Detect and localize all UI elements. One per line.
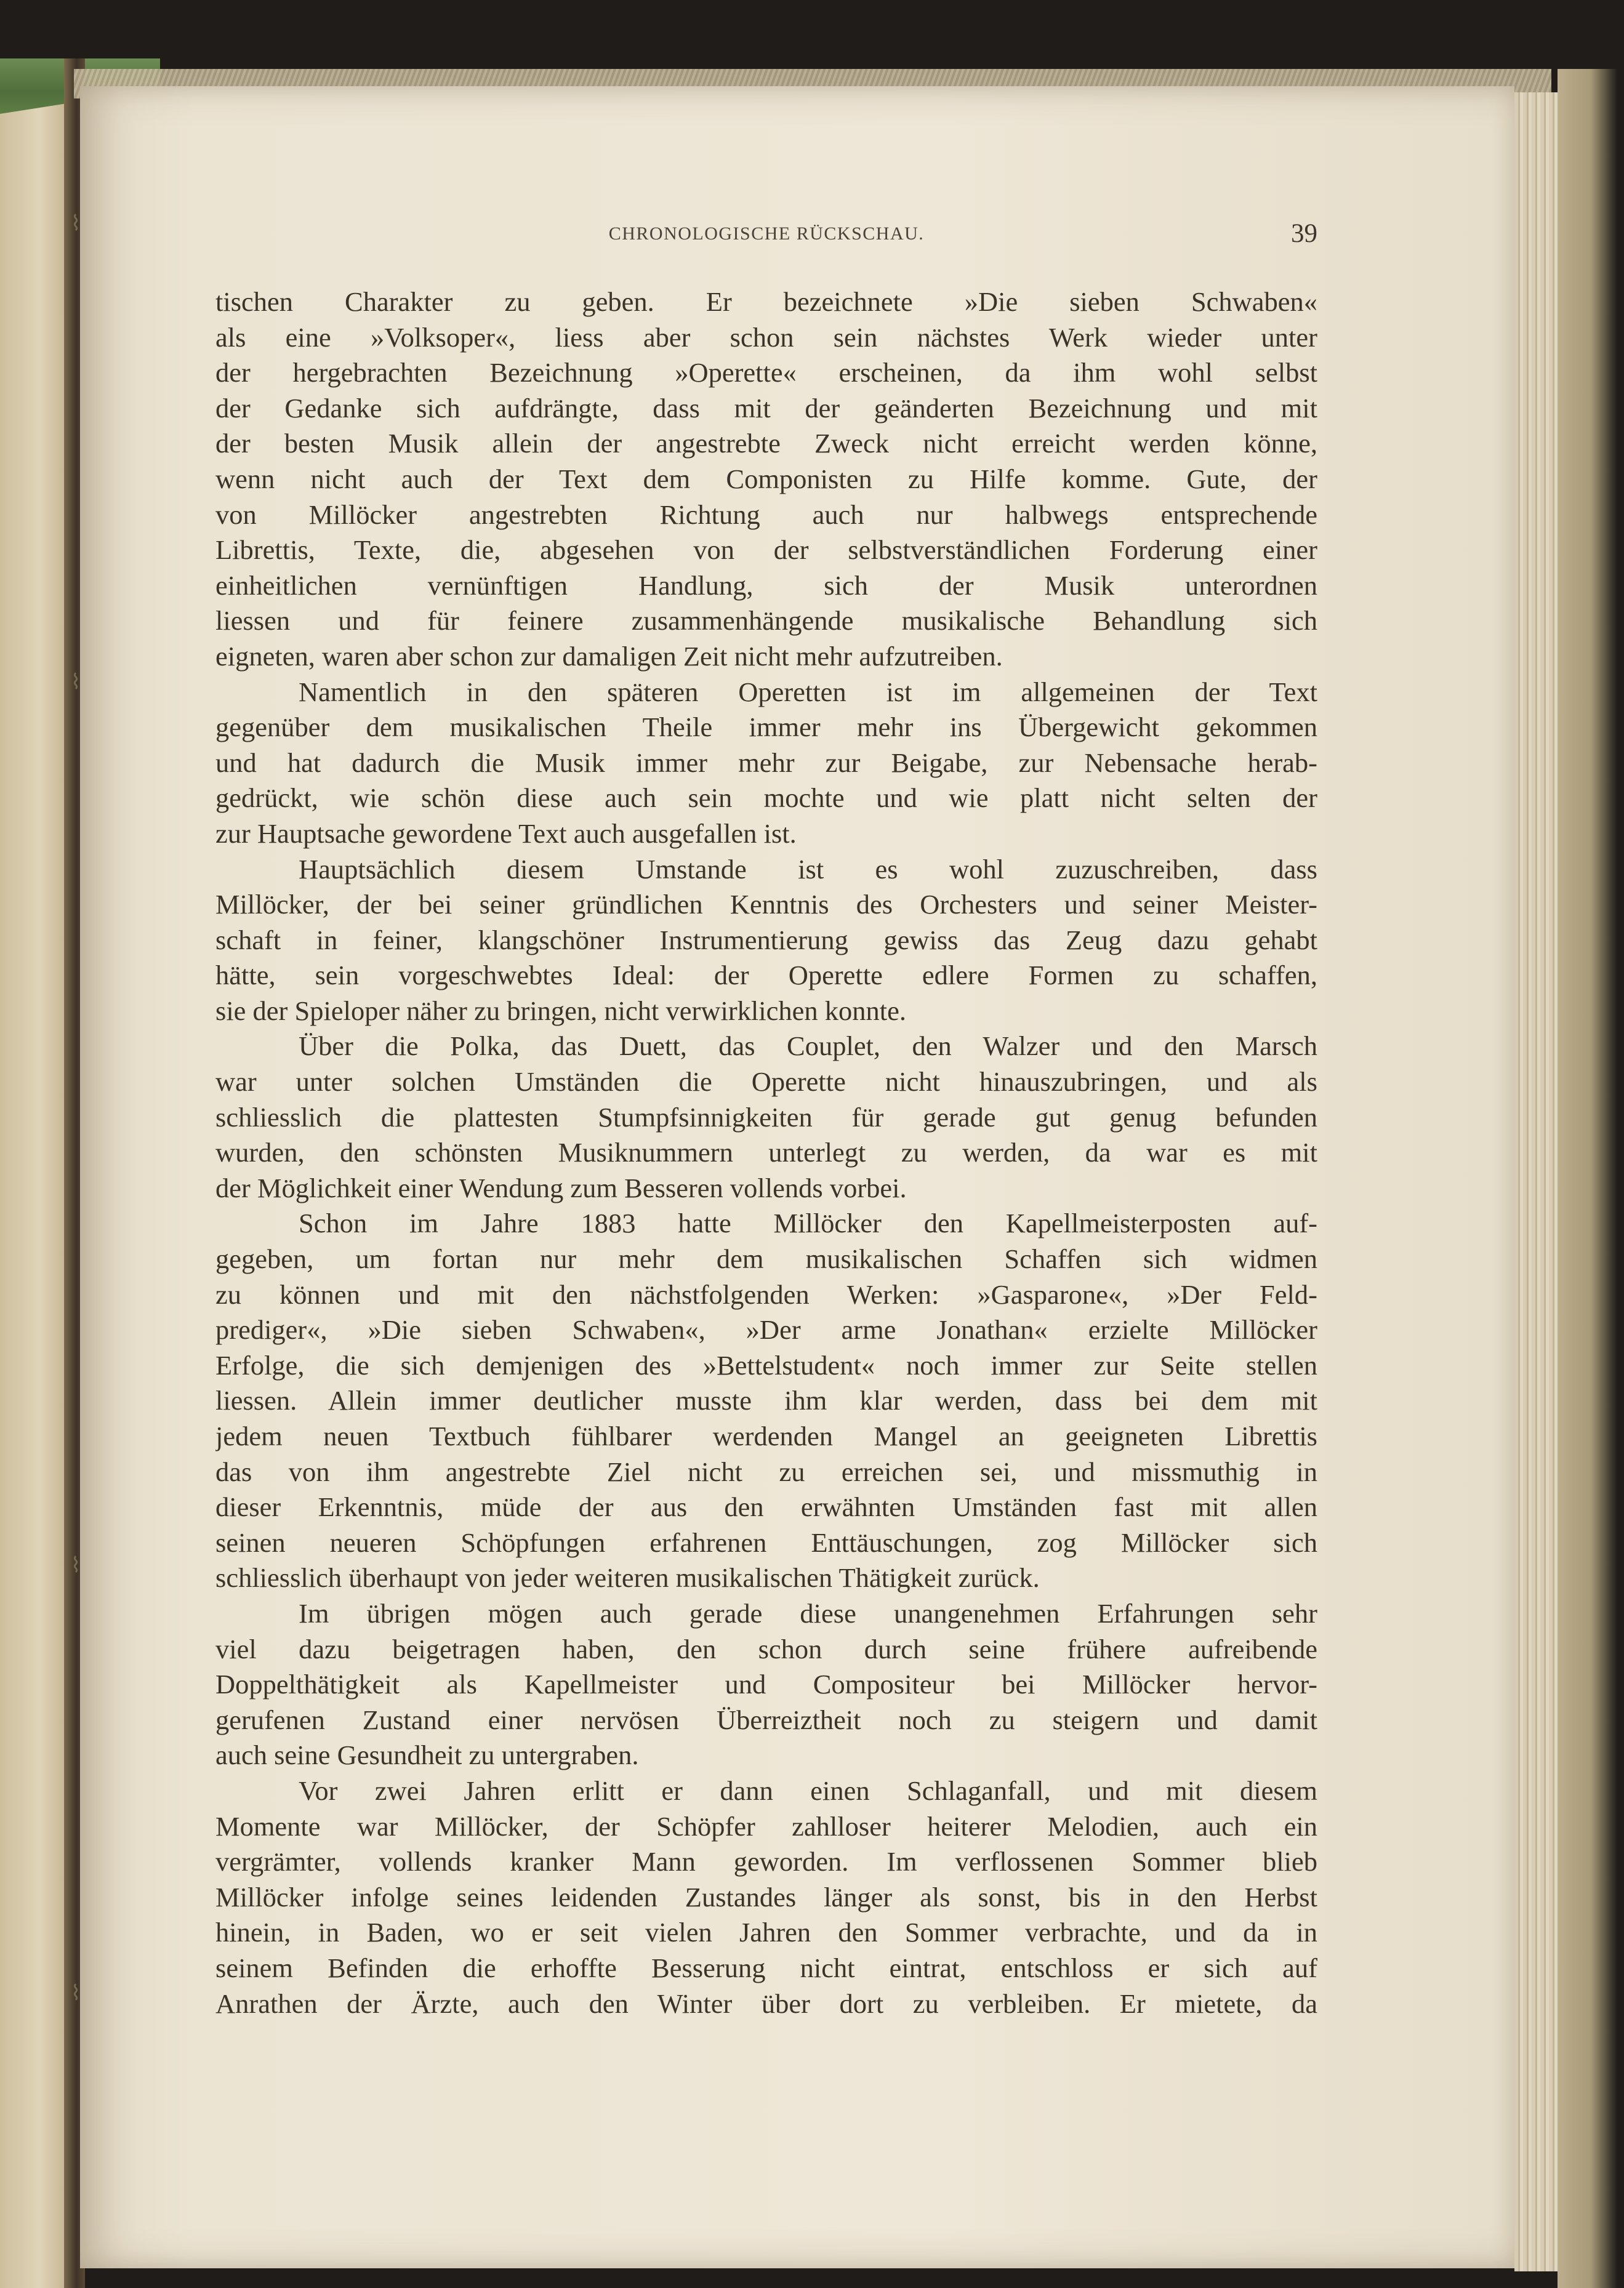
text-line: gedrückt, wie schön diese auch sein mochte und wie platt nicht selten der (215, 782, 1317, 814)
text-line: Millöcker infolge seines leidenden Zustandes länger als sonst, bis in den Herbst (215, 1881, 1317, 1913)
back-cover-edge (1558, 69, 1624, 2288)
text-line: hinein, in Baden, wo er seit vielen Jahren den Sommer verbrachte, und da in (215, 1917, 1317, 1948)
text-line: dieser Erkenntnis, müde der aus den erwähnten Umständen fast mit allen (215, 1491, 1317, 1523)
page-stack-edges (1514, 92, 1558, 2271)
text-line: Anrathen der Ärzte, auch den Winter über dort zu verbleiben. Er mietete, da (215, 1988, 1317, 2019)
text-line: der Möglichkeit einer Wendung zum Besseren vollends vorbei. (215, 1172, 907, 1203)
binding-stitch-icon: ⌇ (70, 211, 81, 236)
text-line: hätte, sein vorgeschwebtes Ideal: der Operette edlere Formen zu schaffen, (215, 960, 1317, 991)
text-line: der besten Musik allein der angestrebte Zweck nicht erreicht werden könne, (215, 428, 1317, 459)
text-line: Millöcker, der bei seiner gründlichen Kenntnis des Orchesters und seiner Meister- (215, 889, 1317, 920)
text-line: und hat dadurch die Musik immer mehr zur Beigabe, zur Nebensache herab- (215, 747, 1317, 778)
text-line: Doppelthätigkeit als Kapellmeister und Compositeur bei Millöcker hervor- (215, 1669, 1317, 1700)
text-line: gegeben, um fortan nur mehr dem musikalischen Schaffen sich widmen (215, 1243, 1317, 1275)
text-line: der Gedanke sich aufdrängte, dass mit der geänderten Bezeichnung und mit (215, 392, 1317, 423)
text-line: zu können und mit den nächstfolgenden Werken: »Gasparone«, »Der Feld- (215, 1278, 1317, 1310)
text-line: prediger«, »Die sieben Schwaben«, »Der arme Jonathan« erzielte Millöcker (215, 1314, 1317, 1346)
page-number: 39 (1291, 219, 1317, 248)
text-line: jedem neuen Textbuch fühlbarer werdenden Mangel an geeigneten Librettis (215, 1421, 1317, 1451)
text-line: Hauptsächlich diesem Umstande ist es wohl zuzuschreiben, dass (299, 853, 1317, 885)
binding-stitch-icon: ⌇ (70, 670, 81, 694)
running-head: CHRONOLOGISCHE RÜCKSCHAU. (608, 223, 925, 244)
text-line: gerufenen Zustand einer nervösen Überreiztheit noch zu steigern und damit (215, 1704, 1317, 1735)
text-line: Schon im Jahre 1883 hatte Millöcker den Kapellmeisterposten auf- (299, 1208, 1317, 1239)
text-line: sie der Spieloper näher zu bringen, nicht verwirklichen konnte. (215, 995, 907, 1026)
text-line: seinem Befinden die erhoffte Besserung nicht eintrat, entschloss er sich auf (215, 1952, 1317, 1983)
text-line: zur Hauptsache gewordene Text auch ausgefallen ist. (215, 817, 797, 849)
text-line: liessen. Allein immer deutlicher musste ihm klar werden, dass bei dem mit (215, 1385, 1317, 1416)
text-line: Im übrigen mögen auch gerade diese unangenehmen Erfahrungen sehr (299, 1597, 1317, 1629)
text-line: Über die Polka, das Duett, das Couplet, den Walzer und den Marsch (299, 1030, 1317, 1062)
text-line: schliesslich überhaupt von jeder weiteren musikalischen Thätigkeit zurück. (215, 1562, 1040, 1594)
text-line: wurden, den schönsten Musiknummern unterlegt zu werden, da war es mit (215, 1137, 1317, 1168)
text-line: eigneten, waren aber schon zur damaligen Zeit nicht mehr aufzutreiben. (215, 640, 1003, 672)
text-line: Vor zwei Jahren erlitt er dann einen Schlaganfall, und mit diesem (299, 1775, 1317, 1806)
text-line: auch seine Gesundheit zu untergraben. (215, 1740, 639, 1771)
text-line: Momente war Millöcker, der Schöpfer zahlloser heiterer Melodien, auch ein (215, 1810, 1317, 1842)
text-line: schaft in feiner, klangschöner Instrumentierung gewiss das Zeug dazu gehabt (215, 924, 1317, 955)
text-line: war unter solchen Umständen die Operette nicht hinauszubringen, und als (215, 1066, 1317, 1098)
text-line: liessen und für feinere zusammenhängende musikalische Behandlung sich (215, 605, 1317, 636)
text-line: vergrämter, vollends kranker Mann geworden. Im verflossenen Sommer blieb (215, 1846, 1317, 1877)
text-line: seinen neueren Schöpfungen erfahrenen Enttäuschungen, zog Millöcker sich (215, 1527, 1317, 1558)
text-line: das von ihm angestrebte Ziel nicht zu erreichen sei, und missmuthig in (215, 1456, 1317, 1487)
text-line: tischen Charakter zu geben. Er bezeichnete »Die sieben Schwaben« (215, 286, 1317, 317)
text-line: viel dazu beigetragen haben, den schon durch seine frühere aufreibende (215, 1633, 1317, 1664)
text-line: der hergebrachten Bezeichnung »Operette« erscheinen, da ihm wohl selbst (215, 357, 1317, 388)
page-header (215, 215, 1317, 252)
text-line: Librettis, Texte, die, abgesehen von der selbstverständlichen Forderung einer (215, 534, 1317, 566)
text-line: gegenüber dem musikalischen Theile immer mehr ins Übergewicht gekommen (215, 712, 1317, 743)
text-line: schliesslich die plattesten Stumpfsinnigkeiten für gerade gut genug befunden (215, 1101, 1317, 1133)
facing-page-edge (0, 58, 73, 2288)
text-line: wenn nicht auch der Text dem Componisten zu Hilfe komme. Gute, der (215, 463, 1317, 494)
text-line: Erfolge, die sich demjenigen des »Bettelstudent« noch immer zur Seite stellen (215, 1349, 1317, 1381)
binding-stitch-icon: ⌇ (70, 1553, 81, 1578)
body-text (215, 284, 1317, 2021)
text-line: von Millöcker angestrebten Richtung auch nur halbwegs entsprechende (215, 499, 1317, 530)
text-line: Namentlich in den späteren Operetten ist im allgemeinen der Text (299, 676, 1317, 707)
binding-stitch-icon: ⌇ (70, 1981, 81, 2005)
text-line: als eine »Volksoper«, liess aber schon sein nächstes Werk wieder unter (215, 321, 1317, 353)
text-line: einheitlichen vernünftigen Handlung, sich der Musik unterordnen (215, 569, 1317, 601)
